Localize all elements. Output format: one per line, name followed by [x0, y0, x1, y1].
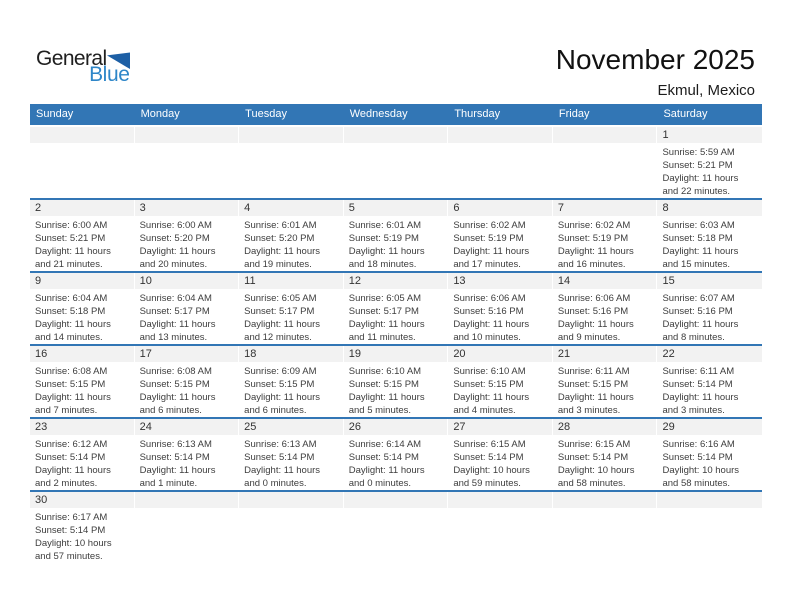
daylight-line2: and 3 minutes.	[557, 405, 621, 416]
sunset-text: Sunset: 5:16 PM	[557, 306, 629, 317]
sunrise-text: Sunrise: 6:15 AM	[557, 439, 631, 450]
location-subtitle: Ekmul, Mexico	[657, 82, 755, 99]
day-cell-16	[30, 346, 135, 417]
daylight-line1: Daylight: 11 hours	[348, 246, 425, 257]
day-details	[239, 435, 344, 490]
daylight-line2: and 2 minutes.	[35, 478, 98, 489]
day-cell-3	[135, 200, 240, 271]
day-details	[239, 362, 344, 417]
day-number: 17	[135, 346, 240, 362]
sunset-text: Sunset: 5:19 PM	[557, 233, 629, 244]
day-cell-5	[344, 200, 449, 271]
sunrise-text: Sunrise: 6:09 AM	[244, 366, 317, 377]
sunrise-text: Sunrise: 6:02 AM	[557, 220, 631, 231]
day-number: 15	[657, 273, 762, 289]
daylight-line2: and 21 minutes.	[35, 259, 103, 270]
sunset-text: Sunset: 5:15 PM	[244, 379, 315, 390]
daylight-line2: and 0 minutes.	[244, 478, 307, 489]
sunset-text: Sunset: 5:14 PM	[557, 452, 629, 463]
sunset-text: Sunset: 5:17 PM	[139, 306, 210, 317]
day-details	[448, 435, 553, 490]
day-cell-empty	[135, 492, 240, 563]
daylight-line2: and 4 minutes.	[453, 405, 516, 416]
day-details	[239, 289, 344, 344]
day-number: 26	[344, 419, 449, 435]
daylight-line2: and 11 minutes.	[348, 332, 416, 343]
day-details	[657, 435, 762, 490]
day-number	[553, 492, 658, 508]
day-cell-empty	[239, 492, 344, 563]
day-details	[657, 216, 762, 271]
daylight-line2: and 9 minutes.	[557, 332, 621, 343]
daylight-line1: Daylight: 10 hours	[662, 465, 740, 476]
day-number: 18	[239, 346, 344, 362]
sunrise-text: Sunrise: 5:59 AM	[662, 147, 735, 158]
day-number: 13	[448, 273, 553, 289]
sunrise-text: Sunrise: 6:15 AM	[453, 439, 526, 450]
weekday-header-monday: Monday	[140, 108, 180, 120]
sunrise-text: Sunrise: 6:04 AM	[35, 293, 108, 304]
sunrise-text: Sunrise: 6:06 AM	[557, 293, 631, 304]
day-details	[30, 435, 135, 490]
page-title: November 2025	[555, 44, 755, 75]
daylight-line2: and 20 minutes.	[139, 259, 208, 270]
sunset-text: Sunset: 5:21 PM	[35, 233, 106, 244]
day-details	[239, 216, 344, 271]
day-number: 4	[239, 200, 344, 216]
sunset-text: Sunset: 5:14 PM	[139, 452, 210, 463]
week-row-1	[30, 125, 762, 198]
sunrise-text: Sunrise: 6:13 AM	[139, 439, 212, 450]
sunrise-text: Sunrise: 6:04 AM	[139, 293, 212, 304]
day-details	[657, 289, 762, 344]
day-cell-4	[239, 200, 344, 271]
day-cell-empty	[239, 127, 344, 198]
sunrise-text: Sunrise: 6:06 AM	[453, 293, 526, 304]
sunrise-text: Sunrise: 6:10 AM	[348, 366, 422, 377]
day-number: 29	[657, 419, 762, 435]
sunset-text: Sunset: 5:14 PM	[662, 452, 733, 463]
day-cell-2	[30, 200, 135, 271]
day-cell-10	[135, 273, 240, 344]
day-number: 23	[30, 419, 135, 435]
day-details	[30, 508, 135, 563]
sunset-text: Sunset: 5:16 PM	[662, 306, 733, 317]
sunrise-text: Sunrise: 6:00 AM	[35, 220, 108, 231]
day-details	[344, 289, 449, 344]
daylight-line1: Daylight: 11 hours	[35, 465, 111, 476]
day-number: 27	[448, 419, 553, 435]
day-number: 22	[657, 346, 762, 362]
daylight-line2: and 1 minute.	[139, 478, 198, 489]
sunset-text: Sunset: 5:14 PM	[35, 452, 106, 463]
day-details	[344, 435, 449, 490]
day-details	[553, 216, 658, 271]
sunrise-text: Sunrise: 6:16 AM	[662, 439, 735, 450]
daylight-line2: and 59 minutes.	[453, 478, 521, 489]
day-cell-24	[135, 419, 240, 490]
day-number: 5	[344, 200, 449, 216]
day-cell-14	[553, 273, 658, 344]
sunset-text: Sunset: 5:21 PM	[662, 160, 733, 171]
day-number	[135, 492, 240, 508]
daylight-line2: and 3 minutes.	[662, 405, 725, 416]
day-number	[344, 127, 449, 143]
daylight-line1: Daylight: 11 hours	[139, 392, 216, 403]
day-cell-empty	[553, 492, 658, 563]
day-cell-empty	[448, 127, 553, 198]
day-number	[239, 127, 344, 143]
daylight-line1: Daylight: 11 hours	[453, 246, 530, 257]
day-cell-empty	[657, 492, 762, 563]
day-cell-27	[448, 419, 553, 490]
sunrise-text: Sunrise: 6:08 AM	[139, 366, 212, 377]
daylight-line2: and 22 minutes.	[662, 186, 731, 197]
day-number	[239, 492, 344, 508]
sunrise-text: Sunrise: 6:01 AM	[348, 220, 422, 231]
day-details	[553, 289, 658, 344]
day-number	[448, 127, 553, 143]
day-number	[30, 127, 135, 143]
daylight-line1: Daylight: 11 hours	[557, 246, 634, 257]
day-number	[657, 492, 762, 508]
day-details	[448, 289, 553, 344]
sunrise-text: Sunrise: 6:11 AM	[557, 366, 630, 377]
weekday-header-wednesday: Wednesday	[349, 108, 408, 120]
sunrise-text: Sunrise: 6:11 AM	[662, 366, 735, 377]
day-details	[135, 216, 240, 271]
day-details	[135, 362, 240, 417]
daylight-line1: Daylight: 11 hours	[348, 392, 425, 403]
weekday-header-sunday: Sunday	[36, 108, 74, 120]
daylight-line1: Daylight: 11 hours	[244, 246, 321, 257]
weekday-header-thursday: Thursday	[454, 108, 501, 120]
day-cell-7	[553, 200, 658, 271]
week-row-6	[30, 490, 762, 563]
daylight-line1: Daylight: 11 hours	[662, 319, 739, 330]
day-details	[344, 216, 449, 271]
day-cell-15	[657, 273, 762, 344]
day-number: 1	[657, 127, 762, 143]
daylight-line1: Daylight: 11 hours	[453, 392, 530, 403]
daylight-line1: Daylight: 11 hours	[662, 173, 739, 184]
day-cell-20	[448, 346, 553, 417]
calendar-table	[30, 104, 762, 563]
daylight-line1: Daylight: 11 hours	[453, 319, 530, 330]
day-cell-28	[553, 419, 658, 490]
week-row-3	[30, 271, 762, 344]
day-details	[30, 289, 135, 344]
daylight-line1: Daylight: 11 hours	[348, 465, 425, 476]
sunset-text: Sunset: 5:19 PM	[348, 233, 419, 244]
day-cell-23	[30, 419, 135, 490]
sunrise-text: Sunrise: 6:02 AM	[453, 220, 526, 231]
day-details	[135, 435, 240, 490]
day-cell-30	[30, 492, 135, 563]
sunset-text: Sunset: 5:15 PM	[557, 379, 629, 390]
day-number: 6	[448, 200, 553, 216]
daylight-line1: Daylight: 11 hours	[139, 465, 216, 476]
daylight-line1: Daylight: 11 hours	[244, 319, 321, 330]
day-details	[553, 362, 658, 417]
day-cell-29	[657, 419, 762, 490]
sunset-text: Sunset: 5:18 PM	[35, 306, 106, 317]
day-number	[553, 127, 658, 143]
sunset-text: Sunset: 5:14 PM	[35, 525, 106, 536]
day-details	[448, 362, 553, 417]
day-cell-empty	[30, 127, 135, 198]
day-number	[448, 492, 553, 508]
daylight-line2: and 6 minutes.	[244, 405, 307, 416]
day-details	[344, 362, 449, 417]
sunrise-text: Sunrise: 6:17 AM	[35, 512, 108, 523]
day-cell-13	[448, 273, 553, 344]
daylight-line1: Daylight: 10 hours	[557, 465, 635, 476]
daylight-line2: and 57 minutes.	[35, 551, 103, 562]
day-details	[30, 216, 135, 271]
daylight-line2: and 58 minutes.	[557, 478, 626, 489]
daylight-line1: Daylight: 11 hours	[35, 392, 111, 403]
day-cell-18	[239, 346, 344, 417]
day-cell-25	[239, 419, 344, 490]
sunset-text: Sunset: 5:20 PM	[244, 233, 315, 244]
sunset-text: Sunset: 5:19 PM	[453, 233, 524, 244]
daylight-line2: and 7 minutes.	[35, 405, 98, 416]
day-number: 2	[30, 200, 135, 216]
day-cell-21	[553, 346, 658, 417]
sunset-text: Sunset: 5:15 PM	[348, 379, 419, 390]
sunset-text: Sunset: 5:14 PM	[348, 452, 419, 463]
daylight-line2: and 10 minutes.	[453, 332, 521, 343]
day-cell-9	[30, 273, 135, 344]
daylight-line1: Daylight: 11 hours	[244, 392, 321, 403]
sunset-text: Sunset: 5:15 PM	[453, 379, 524, 390]
daylight-line1: Daylight: 10 hours	[35, 538, 112, 549]
day-details	[30, 362, 135, 417]
weekday-header-friday: Friday	[558, 108, 590, 120]
day-cell-empty	[448, 492, 553, 563]
sunrise-text: Sunrise: 6:05 AM	[244, 293, 317, 304]
day-number: 20	[448, 346, 553, 362]
sunset-text: Sunset: 5:20 PM	[139, 233, 210, 244]
sunrise-text: Sunrise: 6:01 AM	[244, 220, 317, 231]
logo-text-blue: Blue	[89, 63, 130, 86]
week-row-2	[30, 198, 762, 271]
day-cell-empty	[135, 127, 240, 198]
day-details	[553, 435, 658, 490]
logo-text-general: General	[36, 47, 107, 70]
daylight-line2: and 0 minutes.	[348, 478, 412, 489]
sunset-text: Sunset: 5:14 PM	[244, 452, 315, 463]
sunrise-text: Sunrise: 6:08 AM	[35, 366, 108, 377]
day-number	[135, 127, 240, 143]
day-cell-19	[344, 346, 449, 417]
day-number: 11	[239, 273, 344, 289]
day-number: 7	[553, 200, 658, 216]
daylight-line1: Daylight: 11 hours	[139, 246, 216, 257]
daylight-line2: and 58 minutes.	[662, 478, 731, 489]
sunset-text: Sunset: 5:17 PM	[348, 306, 419, 317]
day-number: 3	[135, 200, 240, 216]
day-number: 24	[135, 419, 240, 435]
sunset-text: Sunset: 5:15 PM	[139, 379, 210, 390]
daylight-line1: Daylight: 11 hours	[662, 392, 739, 403]
sunrise-text: Sunrise: 6:10 AM	[453, 366, 526, 377]
weekday-header-tuesday: Tuesday	[245, 108, 287, 120]
day-cell-empty	[553, 127, 658, 198]
daylight-line1: Daylight: 11 hours	[244, 465, 321, 476]
daylight-line1: Daylight: 11 hours	[348, 319, 425, 330]
daylight-line2: and 17 minutes.	[453, 259, 521, 270]
daylight-line2: and 18 minutes.	[348, 259, 417, 270]
day-number: 12	[344, 273, 449, 289]
weekday-header-saturday: Saturday	[663, 108, 708, 120]
daylight-line2: and 15 minutes.	[662, 259, 731, 270]
day-number: 19	[344, 346, 449, 362]
day-number	[344, 492, 449, 508]
daylight-line2: and 19 minutes.	[244, 259, 312, 270]
daylight-line1: Daylight: 11 hours	[35, 246, 111, 257]
weekday-header-row	[30, 104, 762, 125]
daylight-line2: and 8 minutes.	[662, 332, 725, 343]
sunrise-text: Sunrise: 6:00 AM	[139, 220, 212, 231]
general-blue-logo	[36, 48, 130, 85]
day-number: 9	[30, 273, 135, 289]
sunset-text: Sunset: 5:14 PM	[453, 452, 524, 463]
daylight-line2: and 16 minutes.	[557, 259, 626, 270]
day-cell-8	[657, 200, 762, 271]
sunrise-text: Sunrise: 6:14 AM	[348, 439, 422, 450]
daylight-line1: Daylight: 11 hours	[139, 319, 216, 330]
week-row-5	[30, 417, 762, 490]
day-details	[135, 289, 240, 344]
sunset-text: Sunset: 5:17 PM	[244, 306, 315, 317]
daylight-line1: Daylight: 11 hours	[662, 246, 739, 257]
daylight-line2: and 14 minutes.	[35, 332, 103, 343]
day-number: 21	[553, 346, 658, 362]
day-cell-17	[135, 346, 240, 417]
daylight-line2: and 5 minutes.	[348, 405, 412, 416]
day-number: 8	[657, 200, 762, 216]
day-details	[657, 143, 762, 198]
day-cell-empty	[344, 492, 449, 563]
sunrise-text: Sunrise: 6:07 AM	[662, 293, 735, 304]
day-cell-22	[657, 346, 762, 417]
day-number: 28	[553, 419, 658, 435]
day-cell-6	[448, 200, 553, 271]
daylight-line1: Daylight: 11 hours	[557, 392, 634, 403]
sunset-text: Sunset: 5:16 PM	[453, 306, 524, 317]
day-number: 14	[553, 273, 658, 289]
sunrise-text: Sunrise: 6:03 AM	[662, 220, 735, 231]
day-details	[657, 362, 762, 417]
sunrise-text: Sunrise: 6:12 AM	[35, 439, 108, 450]
day-details	[448, 216, 553, 271]
day-cell-1	[657, 127, 762, 198]
sunset-text: Sunset: 5:15 PM	[35, 379, 106, 390]
sunset-text: Sunset: 5:14 PM	[662, 379, 733, 390]
calendar-body	[30, 125, 762, 563]
daylight-line1: Daylight: 11 hours	[557, 319, 634, 330]
week-row-4	[30, 344, 762, 417]
day-number: 30	[30, 492, 135, 508]
day-cell-26	[344, 419, 449, 490]
daylight-line2: and 6 minutes.	[139, 405, 202, 416]
daylight-line1: Daylight: 10 hours	[453, 465, 530, 476]
day-cell-empty	[344, 127, 449, 198]
day-number: 25	[239, 419, 344, 435]
day-number: 10	[135, 273, 240, 289]
daylight-line2: and 12 minutes.	[244, 332, 312, 343]
day-cell-11	[239, 273, 344, 344]
day-number: 16	[30, 346, 135, 362]
sunset-text: Sunset: 5:18 PM	[662, 233, 733, 244]
sunrise-text: Sunrise: 6:05 AM	[348, 293, 422, 304]
day-cell-12	[344, 273, 449, 344]
daylight-line2: and 13 minutes.	[139, 332, 208, 343]
daylight-line1: Daylight: 11 hours	[35, 319, 111, 330]
sunrise-text: Sunrise: 6:13 AM	[244, 439, 317, 450]
